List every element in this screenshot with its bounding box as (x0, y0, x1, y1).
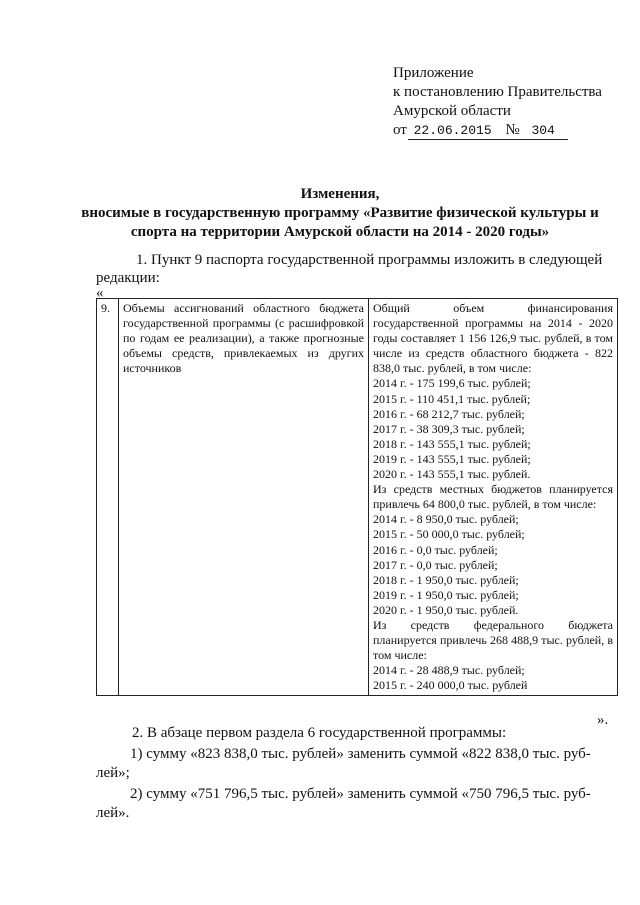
passport-table (96, 298, 618, 696)
local-year-2016: 2016 г. - 0,0 тыс. рублей; (373, 542, 498, 557)
item1-text-cont: редакции: (96, 270, 160, 286)
item2-text: 2. В абзаце первом раздела 6 государственной программы: (132, 725, 507, 741)
subitem2-line2: лей». (96, 805, 130, 821)
appendix-date-line (393, 121, 602, 140)
table-row (97, 299, 618, 696)
regional-year-2016: 2016 г. - 68 212,7 тыс. рублей; (373, 406, 525, 421)
total-financing: Общий объем финансирования государственной программы на 2014 - 2020 годы составляет 1 156 126,9 тыс. рублей, в том числе из средств областного бюджета - 822 838,0 тыс. рублей, в том числе: (373, 301, 613, 376)
subitem2-line1: 2) сумму «751 796,5 тыс. рублей» заменить суммой «750 796,5 тыс. руб- (130, 786, 591, 802)
resolution-number: 304 (531, 123, 555, 138)
appendix-block (393, 64, 602, 140)
regional-year-2017: 2017 г. - 38 309,3 тыс. рублей; (373, 421, 525, 436)
row-number: 9. (97, 299, 119, 696)
row-financing (369, 299, 618, 696)
local-year-2019: 2019 г. - 1 950,0 тыс. рублей; (373, 587, 519, 602)
appendix-region: Амурской области (393, 103, 511, 119)
federal-year-2015: 2015 г. - 240 000,0 тыс. рублей (373, 678, 528, 693)
document-title-line2: вносимые в государственную программу «Развитие физической культуры и (81, 205, 599, 221)
federal-year-2014: 2014 г. - 28 488,9 тыс. рублей; (373, 663, 525, 678)
regional-year-2014: 2014 г. - 175 199,6 тыс. рублей; (373, 376, 531, 391)
close-quote: ». (597, 712, 609, 728)
regional-year-2015: 2015 г. - 110 451,1 тыс. рублей; (373, 391, 531, 406)
date-underline (408, 139, 568, 140)
local-budget-intro: Из средств местных бюджетов планируется привлечь 64 800,0 тыс. рублей, в том числе: (373, 482, 613, 512)
local-year-2015: 2015 г. - 50 000,0 тыс. рублей; (373, 527, 525, 542)
document-title-line3: спорта на территории Амурской области на 2014 - 2020 годы» (130, 224, 550, 240)
regional-year-2019: 2019 г. - 143 555,1 тыс. рублей; (373, 451, 531, 466)
date-prefix: от (393, 122, 407, 138)
open-quote: « (96, 285, 104, 301)
item1-text: 1. Пункт 9 паспорта государственной программы изложить в следующей (136, 252, 603, 268)
resolution-date: 22.06.2015 (413, 123, 492, 138)
local-year-2020: 2020 г. - 1 950,0 тыс. рублей. (373, 602, 519, 617)
appendix-label: Приложение (393, 65, 474, 81)
subitem1-line1: 1) сумму «823 838,0 тыс. рублей» заменить суммой «822 838,0 тыс. руб- (130, 746, 591, 762)
document-title: Изменения, (300, 186, 380, 202)
row-description: Объемы ассигнований областного бюджета государственной программы (с расшифровкой по годам ее реализации), а также прогнозные объемы средств, привлекаемых из других источников (119, 299, 369, 696)
local-year-2018: 2018 г. - 1 950,0 тыс. рублей; (373, 572, 519, 587)
appendix-resolution: к постановлению Правительства (393, 84, 602, 100)
number-prefix: № (505, 122, 520, 138)
local-year-2017: 2017 г. - 0,0 тыс. рублей; (373, 557, 498, 572)
regional-year-2018: 2018 г. - 143 555,1 тыс. рублей; (373, 436, 531, 451)
regional-year-2020: 2020 г. - 143 555,1 тыс. рублей. (373, 467, 531, 482)
federal-budget-intro: Из средств федерального бюджета планируется привлечь 268 488,9 тыс. рублей, в том числе: (373, 617, 613, 663)
subitem1-line2: лей»; (96, 765, 130, 781)
local-year-2014: 2014 г. - 8 950,0 тыс. рублей; (373, 512, 519, 527)
